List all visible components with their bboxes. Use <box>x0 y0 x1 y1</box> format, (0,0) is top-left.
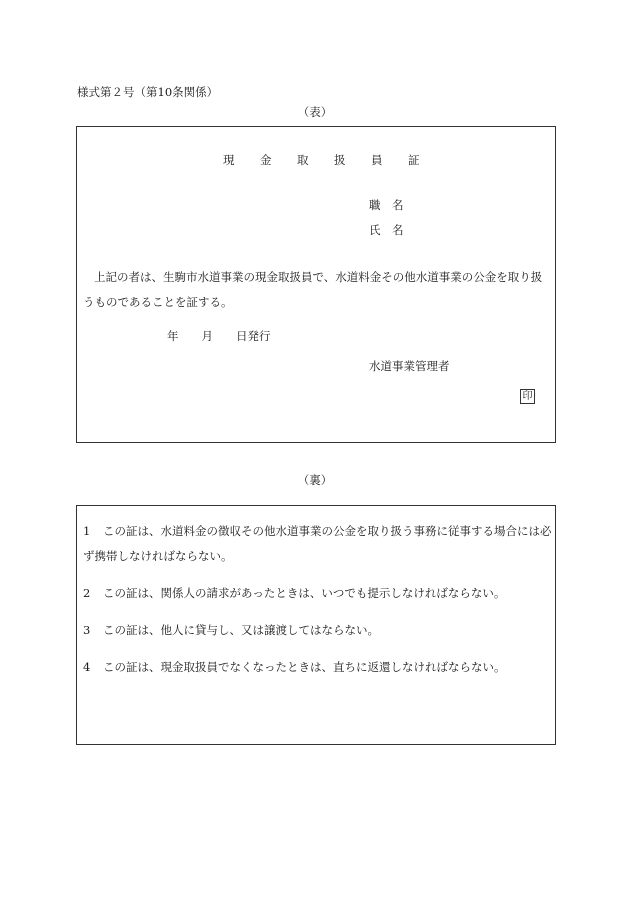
job-title-field: 職 名 <box>369 198 404 212</box>
note-text: この証は、他人に貸与し、又は譲渡してはならない。 <box>103 623 379 637</box>
card-title-char: 証 <box>408 153 420 167</box>
note-number: 1 <box>83 524 91 538</box>
statement-line: うものであることを証する。 <box>83 295 233 309</box>
note-item <box>83 581 553 606</box>
note-item <box>83 655 553 680</box>
card-title-char: 扱 <box>334 153 346 167</box>
note-text: この証は、関係人の請求があったときは、いつでも提示しなければならない。 <box>103 586 506 600</box>
card-title-char: 現 <box>223 153 235 167</box>
card-title-char: 取 <box>297 153 309 167</box>
note-text: この証は、水道料金の徴収その他水道事業の公金を取り扱う事務に従事する場合には必ず携帯しなければならない。 <box>83 524 552 563</box>
note-item <box>83 519 553 569</box>
card-title <box>223 152 483 168</box>
issue-date: 年 月 日発行 <box>167 329 271 343</box>
certification-statement <box>83 265 553 315</box>
note-number: 4 <box>83 660 91 674</box>
note-number: 2 <box>83 586 91 600</box>
front-side-label: （表） <box>297 105 333 119</box>
issuer-title: 水道事業管理者 <box>369 359 450 373</box>
back-card <box>76 505 556 745</box>
back-side-label: （裏） <box>297 473 333 487</box>
form-number: 様式第２号（第10条関係） <box>77 85 219 99</box>
name-field: 氏 名 <box>369 223 404 237</box>
front-card <box>76 126 556 443</box>
seal-mark: 印 <box>520 389 535 404</box>
note-number: 3 <box>83 623 91 637</box>
note-text: この証は、現金取扱員でなくなったときは、直ちに返還しなければならない。 <box>103 660 506 674</box>
card-title-char: 員 <box>371 153 383 167</box>
statement-line: 上記の者は、生駒市水道事業の現金取扱員で、水道料金その他水道事業の公金を取り扱 <box>94 270 543 284</box>
note-item <box>83 618 553 643</box>
card-title-char: 金 <box>260 153 272 167</box>
